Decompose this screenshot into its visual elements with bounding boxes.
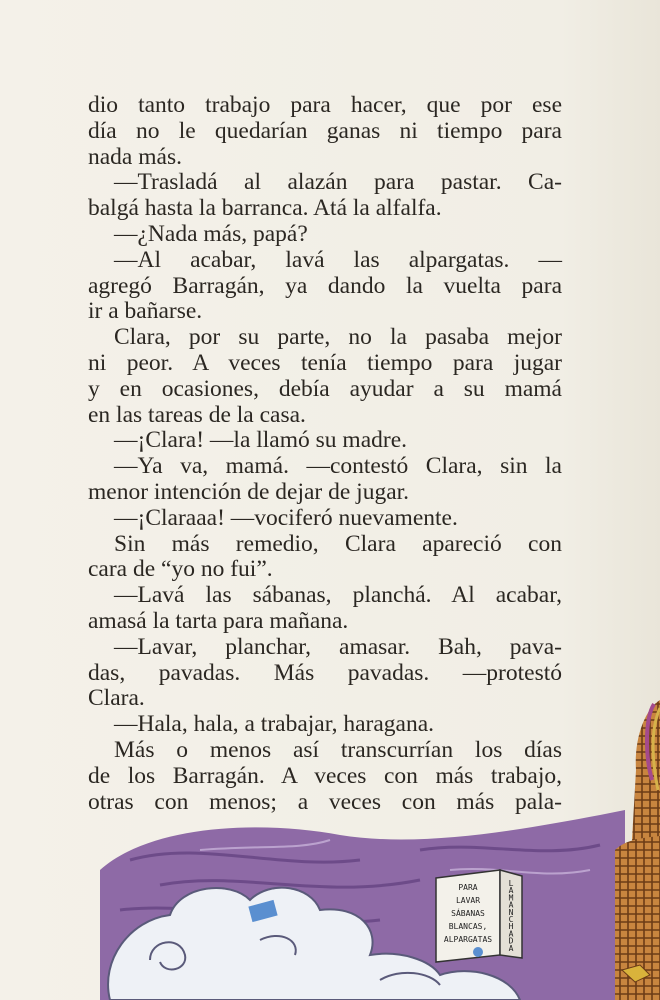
- box-side-letter: A: [508, 900, 514, 910]
- text-line: —¿Nada más, papá?: [114, 220, 308, 247]
- text-line: Clara.: [88, 685, 145, 712]
- text-line: Clara, por su parte, no la pasaba mejor: [114, 324, 562, 351]
- text-line: —Trasladá al alazán para pastar. Ca-: [114, 169, 562, 196]
- text-line: nada más.: [88, 143, 182, 170]
- text-line: —Lavar, planchar, amasar. Bah, pava-: [114, 633, 562, 660]
- text-line: Más o menos así transcurrían los días: [114, 736, 562, 763]
- text-line: —Lavá las sábanas, planchá. Al acabar,: [114, 582, 562, 609]
- text-line: en las tareas de la casa.: [88, 401, 306, 428]
- box-front-line: ALPARGATAS: [443, 935, 493, 944]
- text-line: —Ya va, mamá. —contestó Clara, sin la: [114, 453, 562, 480]
- soap-box: [436, 870, 522, 962]
- box-side-letter: M: [508, 893, 514, 903]
- story-text: [88, 93, 562, 815]
- text-line: cara de “yo no fui”.: [88, 556, 273, 583]
- text-line: ni peor. A veces tenía tiempo para jugar: [88, 349, 562, 376]
- text-line: amasá la tarta para mañana.: [88, 607, 349, 634]
- text-line: agregó Barragán, ya dando la vuelta para: [88, 272, 562, 299]
- text-line: de los Barragán. A veces con más trabajo,: [88, 762, 562, 789]
- text-line: —Al acabar, lavá las alpargatas. —: [114, 246, 562, 273]
- text-line: Sin más remedio, Clara apareció con: [114, 530, 562, 557]
- box-front-line: LAVAR: [455, 896, 481, 905]
- text-line: —Hala, hala, a trabajar, haragana.: [114, 711, 435, 738]
- text-line: das, pavadas. Más pavadas. —protestó: [88, 659, 562, 686]
- text-line: balgá hasta la barranca. Atá la alfalfa.: [88, 195, 442, 222]
- text-line: otras con menos; a veces con más pala-: [88, 788, 562, 815]
- bedding-illustration: [0, 790, 660, 1000]
- text-line: dio tanto trabajo para hacer, que por ese: [88, 92, 562, 118]
- text-line: menor intención de dejar de jugar.: [88, 478, 410, 505]
- box-side-letter: H: [508, 922, 514, 932]
- box-front-line: PARA: [458, 883, 478, 892]
- text-line: —¡Clara! —la llamó su madre.: [114, 427, 408, 454]
- text-line: día no le quedarían ganas ni tiempo para: [88, 117, 562, 144]
- box-side-letter: A: [508, 886, 514, 896]
- text-line: ir a bañarse.: [88, 298, 203, 325]
- box-front-line: SÁBANAS: [451, 909, 485, 918]
- text-line: —¡Claraaa! —vociferó nuevamente.: [114, 504, 458, 531]
- box-side-letter: N: [508, 907, 514, 917]
- box-side-letter: D: [508, 936, 514, 946]
- text-line: y en ocasiones, debía ayudar a su mamá: [88, 375, 562, 402]
- box-side-text: [509, 879, 514, 953]
- box-side-letter: L: [508, 879, 514, 888]
- box-side-letter: C: [508, 915, 514, 924]
- box-side-letter: A: [508, 929, 514, 939]
- box-side-letter: A: [508, 943, 514, 953]
- box-front-line: BLANCAS,: [448, 922, 488, 931]
